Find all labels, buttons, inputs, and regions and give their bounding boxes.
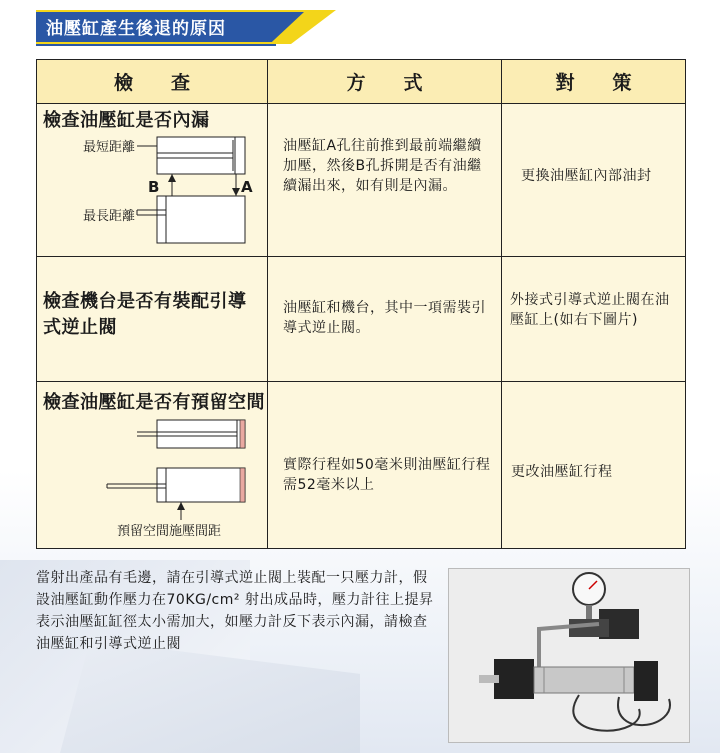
reserve-space-label: 預留空間施壓間距 bbox=[117, 524, 222, 539]
title-underline bbox=[36, 44, 276, 46]
shortest-distance-label: 最短距離 bbox=[83, 140, 136, 155]
row2-fix: 外接式引導式逆止閥在油壓缸上(如右下圖片) bbox=[510, 292, 670, 328]
column-divider bbox=[267, 60, 268, 548]
row2-check-title: 檢查機台是否有裝配引導式逆止閥 bbox=[43, 291, 247, 338]
row1-fix: 更換油壓缸內部油封 bbox=[521, 168, 652, 184]
column-divider bbox=[501, 60, 502, 548]
row-divider bbox=[37, 256, 685, 257]
row1-check-title: 檢查油壓缸是否內漏 bbox=[43, 110, 210, 131]
row3-check-title: 檢查油壓缸是否有預留空間 bbox=[43, 392, 265, 413]
row2-method: 油壓缸和機台，其中一項需裝引導式逆止閥。 bbox=[283, 300, 486, 336]
check-valve-cylinder-photo bbox=[448, 568, 690, 743]
header-check: 檢 查 bbox=[37, 60, 267, 104]
cylinder-leak-diagram bbox=[37, 60, 267, 256]
port-b-label: B bbox=[148, 178, 160, 196]
longest-distance-label: 最長距離 bbox=[83, 209, 136, 224]
header-fix: 對 策 bbox=[502, 60, 685, 104]
footnote-text: 當射出產品有毛邊，請在引導式逆止閥上裝配一只壓力計，假設油壓缸動作壓力在70KG/cm² 射出成品時，壓力計往上提昇表示油壓缸缸徑太小需加大，如壓力計反下表示內漏，請檢查油壓缸和引導式逆止閥 bbox=[36, 570, 434, 652]
row3-fix: 更改油壓缸行程 bbox=[511, 464, 613, 480]
row1-method: 油壓缸A孔往前推到最前端繼續加壓，然後B孔拆開是否有油繼續漏出來，如有則是內漏。 bbox=[283, 138, 482, 194]
cause-table bbox=[36, 59, 686, 549]
section-title-banner bbox=[36, 10, 336, 44]
port-a-label: A bbox=[241, 178, 253, 196]
header-method: 方 式 bbox=[268, 60, 501, 104]
row3-method: 實際行程如50毫米則油壓缸行程需52毫米以上 bbox=[283, 457, 491, 493]
section-title: 油壓缸產生後退的原因 bbox=[46, 19, 226, 39]
